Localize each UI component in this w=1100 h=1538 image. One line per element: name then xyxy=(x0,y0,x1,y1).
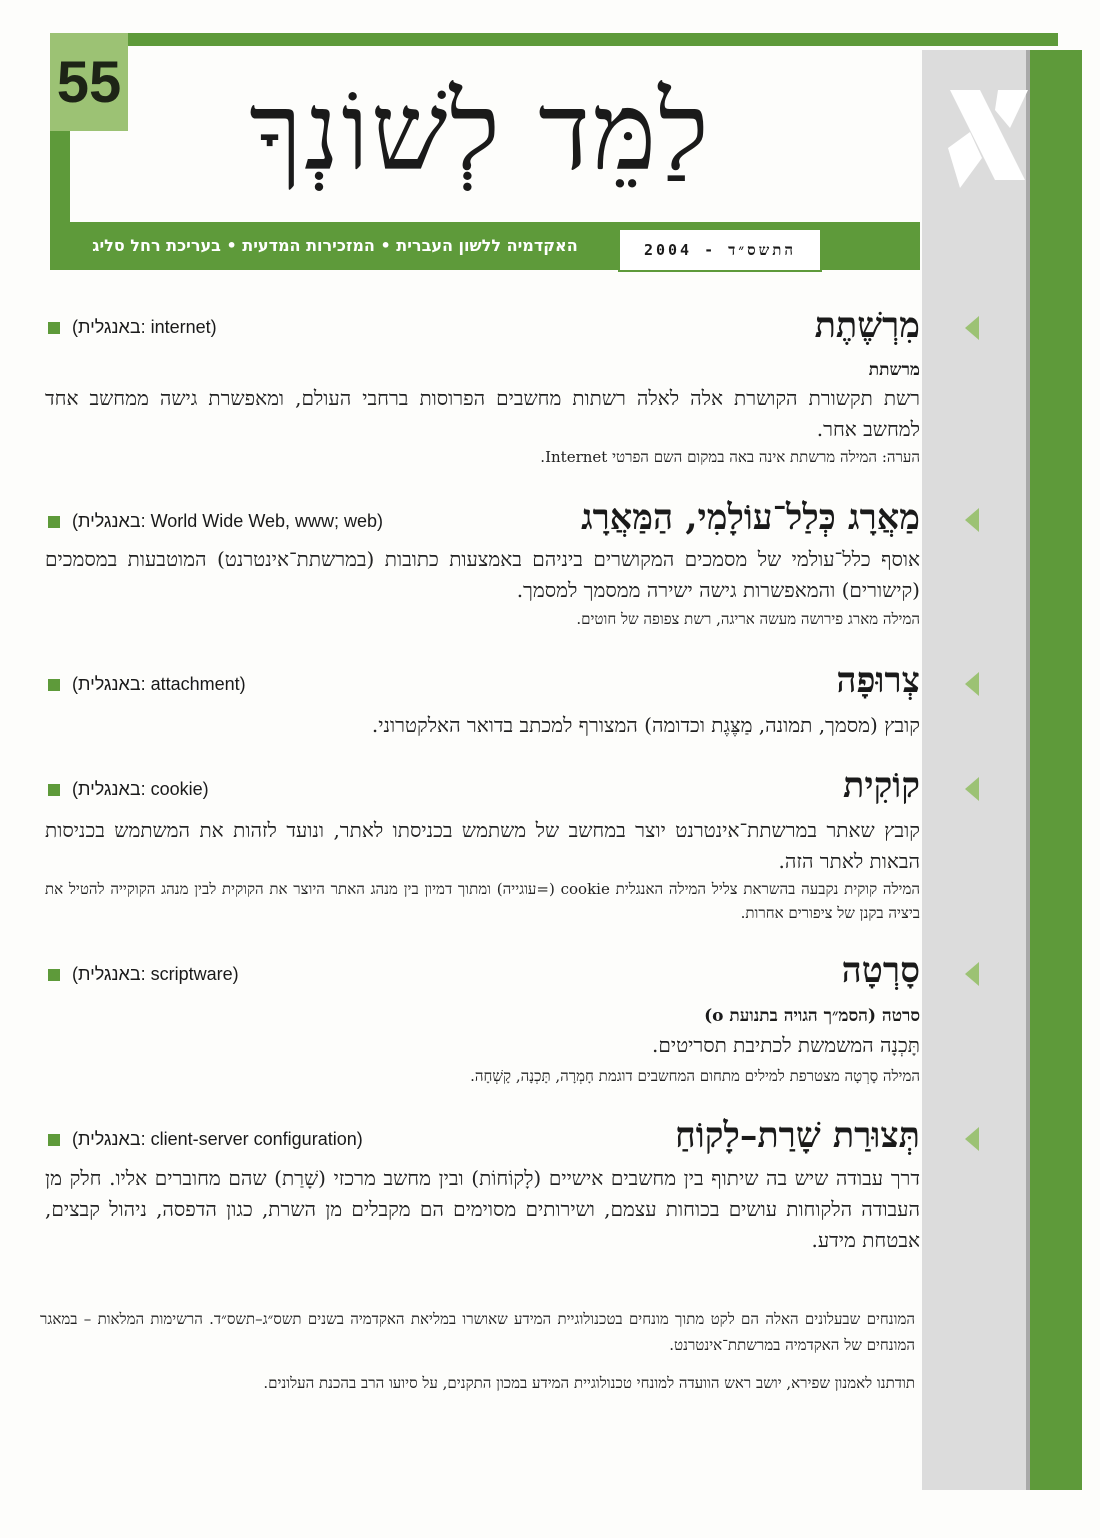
entry-arrow-icon xyxy=(965,508,979,532)
term-definition: אוסף כלל־עולמי של מסמכים המקושרים ביניהם באמצעות כתובות (במרשתת־אינטרנט) המוטבעות במסמכים (קישורים) והמאפשרות גישה ישירה ממסמך למסמך. xyxy=(45,547,920,602)
academy-logo-icon xyxy=(940,70,1040,210)
masthead-top-bar xyxy=(50,33,1058,46)
term-note: המילה סָרְטָה מצטרפת למילים מתחום המחשבים דוגמת חָמְרָה, תָּכְנָה, קָשְׁחָה. xyxy=(470,1067,920,1085)
term-title: מִרְשֶׁתֶת xyxy=(814,305,920,346)
masthead-title: לַמֵּד לְשׁוֹנְךָ xyxy=(249,70,711,195)
right-green-column xyxy=(1030,50,1082,1490)
term-entry-www xyxy=(40,497,920,637)
bullet-square-icon xyxy=(48,516,60,528)
term-definition: רשת תקשורת הקושרת אלה לאלה רשתות מחשבים הפרוסות ברחבי העולם, ומאפשרת גישה ממחשב אחד למחשב אחר. xyxy=(45,386,920,441)
english-equivalent: (באנגלית: World Wide Web, www; web) xyxy=(48,511,383,532)
english-equivalent: (באנגלית: attachment) xyxy=(48,674,246,695)
entry-arrow-icon xyxy=(965,672,979,696)
term-title: קוֹקִית xyxy=(843,765,920,806)
entry-arrow-icon xyxy=(965,1127,979,1151)
entry-arrow-icon xyxy=(965,777,979,801)
term-unpointed: מרשתת xyxy=(868,360,920,380)
english-equivalent: (באנגלית: cookie) xyxy=(48,779,209,800)
bullet-square-icon xyxy=(48,679,60,691)
english-equivalent: (באנגלית: scriptware) xyxy=(48,964,239,985)
term-definition: קובץ (מסמך, תמונה, מַצֶּגֶת וכדומה) המצורף למכתב בדואר האלקטרוני. xyxy=(371,713,920,737)
entry-arrow-icon xyxy=(965,316,979,340)
term-definition: קובץ שאתר במרשתת־אינטרנט יוצר במחשב של משתמש בכניסתו לאתר, ונועד לזהות את המשתמש בכניסות הבאות לאתר הזה. xyxy=(45,818,920,873)
masthead-strip-text: האקדמיה ללשון העברית • המזכירות המדעית • בעריכת רחל סליג xyxy=(92,236,578,255)
english-equivalent: (באנגלית: internet) xyxy=(48,317,217,338)
term-definition: דרך עבודה שיש בה שיתוף בין מחשבים אישיים (לָקוֹחוֹת) ובין מחשב מרכזי (שָׁרַת) שהם מחוברים אליו. חלק מן העבודה הלקוחות עושים בכוחות עצמם, ושירותים מסוימים הם מקבלים מן השרת, כגון הדפסה, ניהול קבצים, אבטחת מידע. xyxy=(45,1166,920,1252)
term-unpointed: סרטה (הסמ״ך הגויה בתנועת o) xyxy=(704,1006,920,1026)
bullet-square-icon xyxy=(48,969,60,981)
term-note: המילה קוקית נקבעה בהשראת צליל המילה האנגלית cookie (=עוגייה) ומתוך דמיון בין מנהג האתר היוצר את הקוקית לבין מנהג הקוקייה להטיל את ביציה בקנן של ציפורים אחרות. xyxy=(45,880,921,922)
term-title: מַאֲרָג כְּלַל־עוֹלָמִי, הַמַּאֲרָג xyxy=(581,497,920,538)
term-entry-internet xyxy=(40,305,920,475)
bullet-square-icon xyxy=(48,1134,60,1146)
term-note: הערה: המילה מרשתת אינה באה במקום השם הפרטי Internet. xyxy=(540,448,920,466)
footer-paragraph: המונחים שבעלונים האלה הם לקט מתוך מונחים בטכנולוגיית המידע שאושרו במליאת האקדמיה בשנים תשס״ג–תשס״ד. הרשימות המלאות – במאגר המונחים של האקדמיה במרשתת־אינטרנט. xyxy=(40,1310,915,1354)
right-grey-column xyxy=(922,50,1030,1490)
term-entry-scriptware xyxy=(40,950,920,1100)
term-definition: תָּכְנָה המשמשת לכתיבת תסריטים. xyxy=(652,1033,920,1057)
footer-acknowledgement: תודתנו לאמנון שפירא, יושב ראש הוועדה למונחי טכנולוגיית המידע במכון התקנים, על סיועו הרב בהכנת העלונים. xyxy=(263,1374,915,1392)
term-entry-client-server xyxy=(40,1115,920,1265)
term-title: תְּצוּרַת שָׁרַת–לָקוֹחַ xyxy=(675,1115,920,1156)
entry-arrow-icon xyxy=(965,962,979,986)
term-entry-cookie xyxy=(40,765,920,935)
year-label: התשס״ד - 2004 xyxy=(618,228,822,272)
bullet-square-icon xyxy=(48,784,60,796)
bullet-square-icon xyxy=(48,322,60,334)
term-title: סָרְטָה xyxy=(841,950,920,991)
term-entry-attachment xyxy=(40,660,920,750)
issue-number: 55 xyxy=(50,33,128,131)
term-note: המילה מארג פירושה מעשה אריגה, רשת צפופה של חוטים. xyxy=(576,610,920,628)
term-title: צְרוּפָה xyxy=(836,660,920,701)
english-equivalent: (באנגלית: client-server configuration) xyxy=(48,1129,363,1150)
